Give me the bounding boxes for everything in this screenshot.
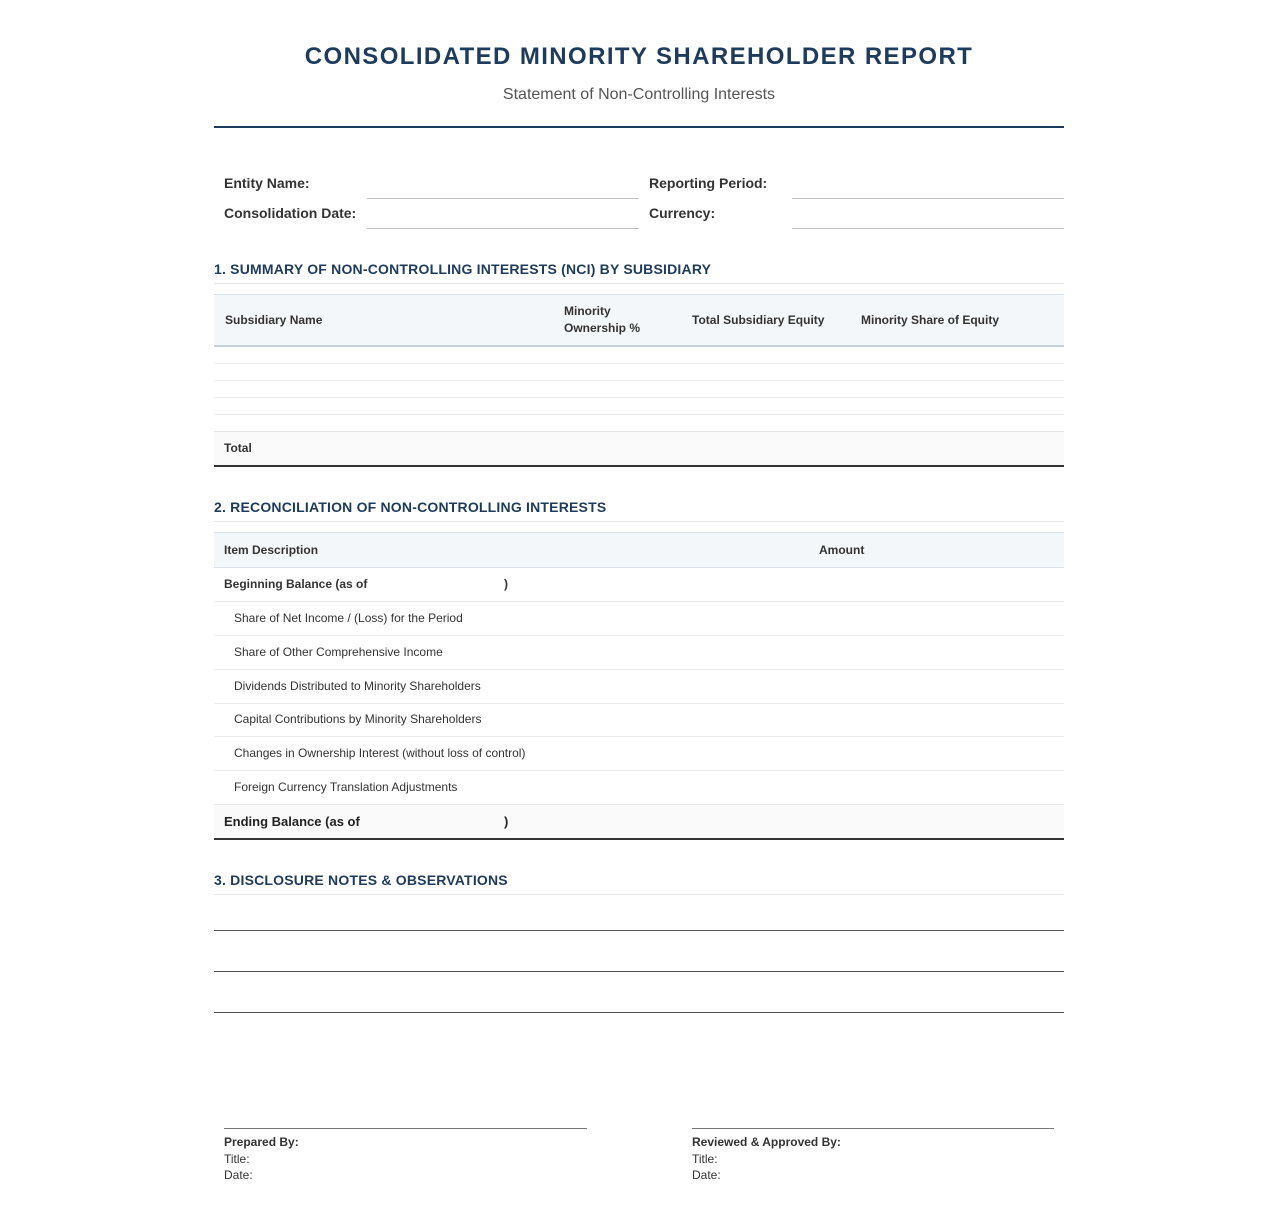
table-row [214, 670, 1064, 704]
entity-name-label: Entity Name: [224, 175, 310, 191]
table-row [214, 737, 1064, 771]
item-capital-contributions: Capital Contributions by Minority Shareholders [234, 712, 482, 726]
item-oci: Share of Other Comprehensive Income [234, 645, 443, 659]
approved-by-date-label: Date: [692, 1168, 721, 1182]
notes-line[interactable] [214, 930, 1064, 931]
nci-table-header [214, 294, 1064, 347]
prepared-by-label: Prepared By: [224, 1135, 299, 1149]
ending-balance-close: ) [504, 814, 509, 829]
col-amount: Amount [819, 543, 865, 557]
consolidation-date-label: Consolidation Date: [224, 205, 357, 221]
notes-line[interactable] [214, 971, 1064, 972]
col-item-description: Item Description [224, 543, 319, 557]
section3-heading: 3. DISCLOSURE NOTES & OBSERVATIONS [214, 872, 508, 888]
table-row [214, 771, 1064, 805]
prepared-by-title-label: Title: [224, 1151, 250, 1166]
entity-name-field[interactable] [367, 198, 639, 199]
table-row [214, 636, 1064, 670]
beginning-balance-close: ) [504, 577, 508, 591]
total-label: Total [224, 441, 252, 455]
item-dividends: Dividends Distributed to Minority Shareholders [234, 679, 481, 693]
prepared-by-block [224, 1134, 299, 1184]
prepared-by-signature-line[interactable] [224, 1128, 587, 1129]
currency-field[interactable] [792, 228, 1064, 229]
section1-rule [214, 283, 1064, 284]
report-page [214, 0, 1064, 1224]
col-subsidiary-name: Subsidiary Name [225, 313, 323, 327]
report-title: CONSOLIDATED MINORITY SHAREHOLDER REPORT [304, 43, 974, 70]
ending-balance-row [214, 804, 1064, 840]
currency-label: Currency: [649, 205, 716, 221]
prepared-by-date-label: Date: [224, 1168, 253, 1182]
ending-balance-label: Ending Balance (as of [224, 814, 360, 829]
table-row[interactable] [214, 414, 1064, 415]
title-divider [214, 126, 1064, 128]
item-ownership-changes: Changes in Ownership Interest (without loss of control) [234, 746, 526, 760]
col-minority-share-equity: Minority Share of Equity [861, 313, 1000, 327]
item-net-income: Share of Net Income / (Loss) for the Period [234, 611, 463, 625]
report-subtitle: Statement of Non-Controlling Interests [502, 86, 776, 103]
approved-by-signature-line[interactable] [692, 1128, 1054, 1129]
table-row[interactable] [214, 397, 1064, 398]
section2-heading: 2. RECONCILIATION OF NON-CONTROLLING INTERESTS [214, 499, 607, 515]
reporting-period-field[interactable] [792, 198, 1064, 199]
approved-by-label: Reviewed & Approved By: [692, 1135, 841, 1149]
section1-heading: 1. SUMMARY OF NON-CONTROLLING INTERESTS (NCI) BY SUBSIDIARY [214, 261, 712, 277]
table-row [214, 703, 1064, 737]
table-row [214, 602, 1064, 636]
table-row[interactable] [214, 380, 1064, 381]
beginning-balance-label: Beginning Balance (as of [224, 577, 368, 591]
beginning-balance-row [214, 568, 1064, 602]
col-total-subsidiary-equity: Total Subsidiary Equity [692, 313, 825, 327]
reconciliation-table-header [214, 532, 1064, 568]
item-fx-translation: Foreign Currency Translation Adjustments [234, 780, 458, 794]
reporting-period-label: Reporting Period: [649, 175, 768, 191]
approved-by-title-label: Title: [692, 1151, 718, 1166]
notes-line[interactable] [214, 1012, 1064, 1013]
consolidation-date-field[interactable] [367, 228, 639, 229]
table-row[interactable] [214, 363, 1064, 364]
col-minority-ownership: Minority Ownership % [564, 304, 641, 335]
nci-total-row [214, 431, 1064, 467]
section3-rule [214, 894, 1064, 895]
approved-by-block [692, 1134, 841, 1184]
section2-rule [214, 521, 1064, 522]
